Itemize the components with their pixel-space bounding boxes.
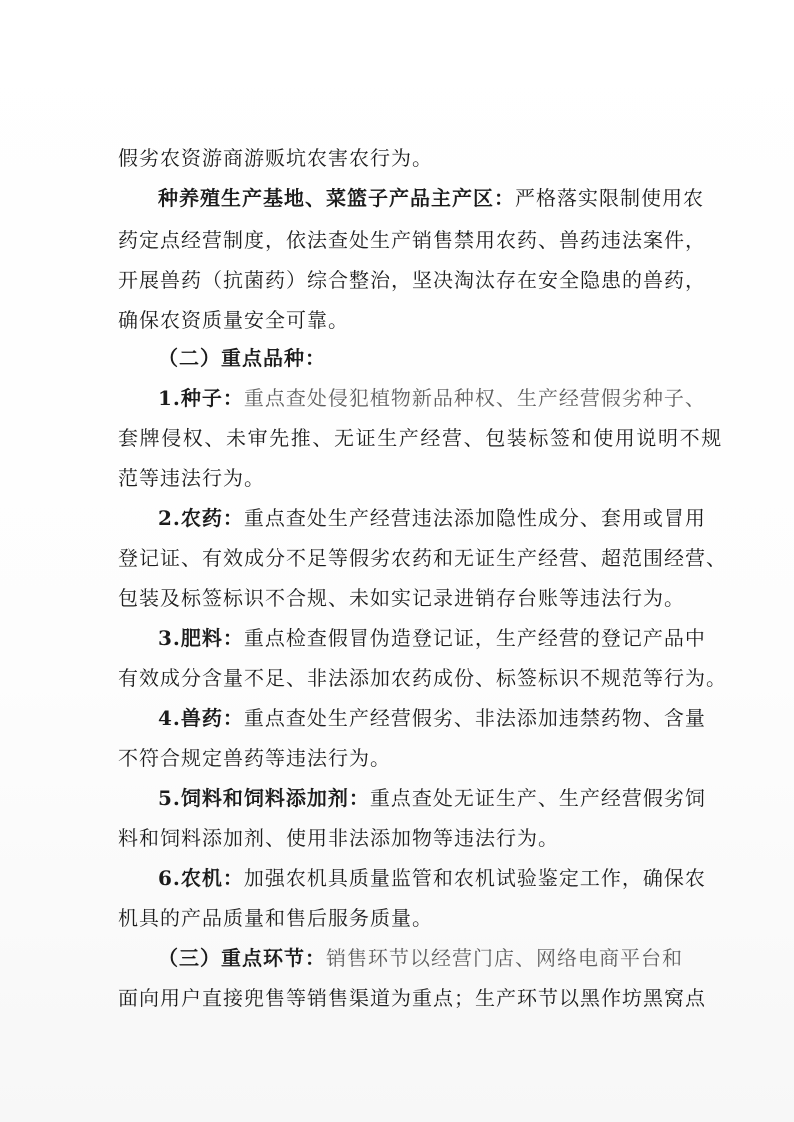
item-text: 重点查处无证生产、生产经营假劣饲 bbox=[369, 786, 706, 810]
item-heading: 4.兽药： bbox=[158, 706, 244, 730]
item-line: 套牌侵权、未审先推、无证生产经营、包装标签和使用说明不规 bbox=[118, 426, 723, 450]
item-line: 不符合规定兽药等违法行为。 bbox=[118, 746, 391, 770]
item-line: 有效成分含量不足、非法添加农药成份、标签标识不规范等行为。 bbox=[118, 666, 727, 690]
item-line: 包装及标签标识不合规、未如实记录进销存台账等违法行为。 bbox=[118, 586, 685, 610]
item-line bbox=[158, 504, 718, 532]
item-heading: 2.农药： bbox=[158, 506, 244, 530]
item-text: 重点查处侵犯植物新品种权、生产经营假劣种子、 bbox=[243, 386, 706, 410]
item-line bbox=[158, 384, 718, 412]
paragraph-line: 面向用户直接兜售等销售渠道为重点；生产环节以黑作坊黑窝点 bbox=[118, 986, 706, 1010]
item-text: 重点检查假冒伪造登记证，生产经营的登记产品中 bbox=[243, 626, 706, 650]
item-heading: 5.饲料和饲料添加剂： bbox=[158, 786, 370, 810]
paragraph-line: 药定点经营制度，依法查处生产销售禁用农药、兽药违法案件， bbox=[118, 228, 706, 252]
item-text: 加强农机具质量监管和农机试验鉴定工作，确保农 bbox=[243, 866, 706, 890]
item-line bbox=[118, 904, 718, 932]
item-line: 范等违法行为。 bbox=[118, 466, 265, 490]
section-heading: （三）重点环节： bbox=[158, 946, 326, 970]
paragraph-line: 开展兽药（抗菌药）综合整治，坚决淘汰存在安全隐患的兽药， bbox=[118, 268, 706, 292]
item-text: 重点查处生产经营违法添加隐性成分、套用或冒用 bbox=[243, 506, 706, 530]
paragraph-line: 确保农资质量安全可靠。 bbox=[118, 308, 349, 332]
paragraph-text: 严格落实限制使用农 bbox=[515, 186, 704, 210]
item-heading: 1.种子： bbox=[158, 386, 244, 410]
item-line: 料和饲料添加剂、使用非法添加物等违法行为。 bbox=[118, 826, 559, 850]
item-text: 机具的产品质量和售后服务质量。 bbox=[118, 906, 433, 930]
item-line bbox=[158, 864, 718, 892]
item-line bbox=[158, 624, 718, 652]
item-line bbox=[158, 784, 718, 812]
paragraph-line bbox=[158, 184, 718, 212]
paragraph-heading: 种养殖生产基地、菜篮子产品主产区： bbox=[158, 186, 515, 210]
item-line: 登记证、有效成分不足等假劣农药和无证生产经营、超范围经营、 bbox=[118, 546, 727, 570]
item-heading: 6.农机： bbox=[158, 866, 244, 890]
item-heading: 3.肥料： bbox=[158, 626, 244, 650]
paragraph-line bbox=[158, 944, 718, 972]
item-line bbox=[158, 704, 718, 732]
paragraph-line: 假劣农资游商游贩坑农害农行为。 bbox=[118, 146, 433, 170]
section-heading: （二）重点品种： bbox=[158, 346, 326, 370]
item-text: 重点查处生产经营假劣、非法添加违禁药物、含量 bbox=[243, 706, 706, 730]
paragraph-text: 销售环节以经营门店、网络电商平台和 bbox=[326, 946, 683, 970]
